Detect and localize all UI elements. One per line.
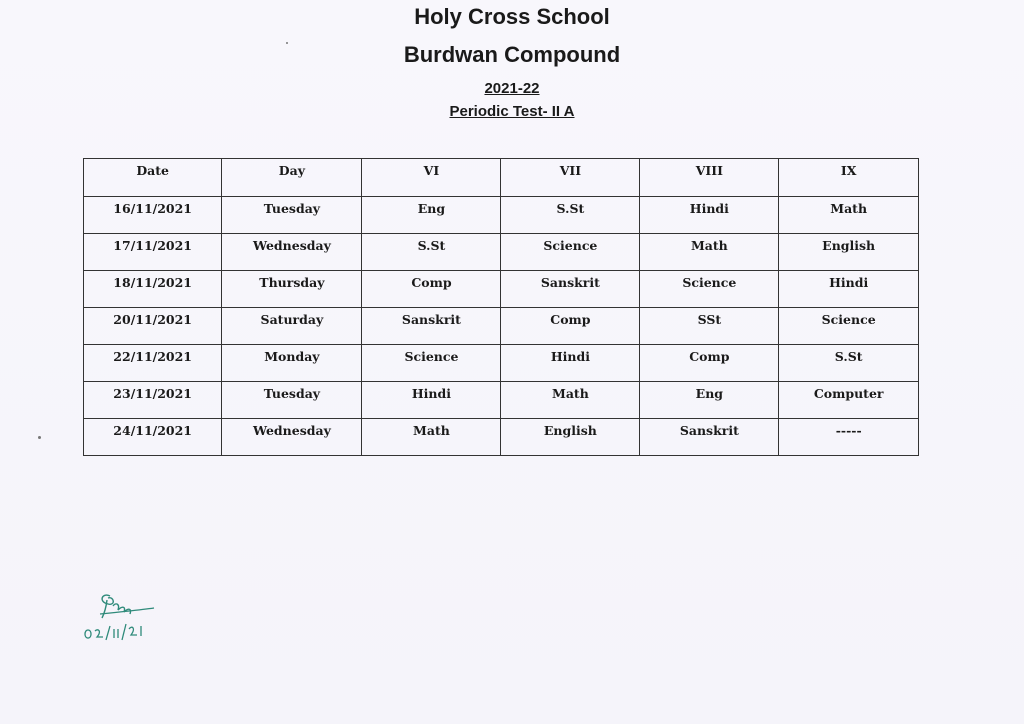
column-header: IX: [779, 159, 919, 197]
subject-cell-vii: Sanskrit: [501, 271, 640, 308]
subject-cell-ix: Computer: [779, 382, 919, 419]
column-header: VII: [501, 159, 640, 197]
paper-speck: [286, 42, 288, 44]
subject-cell-vii: S.St: [501, 197, 640, 234]
subject-cell-viii: Comp: [640, 345, 779, 382]
date-cell: 17/11/2021: [84, 234, 222, 271]
subject-cell-viii: Eng: [640, 382, 779, 419]
subject-cell-viii: Math: [640, 234, 779, 271]
table-row: [84, 197, 919, 234]
day-cell: Saturday: [222, 308, 362, 345]
table-row: [84, 345, 919, 382]
subject-cell-vi: Hindi: [362, 382, 501, 419]
subject-cell-viii: Hindi: [640, 197, 779, 234]
subject-cell-vii: Hindi: [501, 345, 640, 382]
session-year: 2021-22: [484, 80, 540, 97]
column-header: Day: [222, 159, 362, 197]
subject-cell-ix: Math: [779, 197, 919, 234]
subject-cell-vi: Science: [362, 345, 501, 382]
date-cell: 23/11/2021: [84, 382, 222, 419]
day-cell: Monday: [222, 345, 362, 382]
table-row: [84, 419, 919, 456]
column-header: VIII: [640, 159, 779, 197]
subject-cell-vii: Comp: [501, 308, 640, 345]
subject-cell-ix: S.St: [779, 345, 919, 382]
subject-cell-vi: Comp: [362, 271, 501, 308]
date-cell: 22/11/2021: [84, 345, 222, 382]
subject-cell-vii: English: [501, 419, 640, 456]
subject-cell-ix: Science: [779, 308, 919, 345]
day-cell: Wednesday: [222, 234, 362, 271]
subject-cell-viii: Science: [640, 271, 779, 308]
table-row: [84, 234, 919, 271]
subject-cell-vi: Sanskrit: [362, 308, 501, 345]
subject-cell-vii: Science: [501, 234, 640, 271]
day-cell: Thursday: [222, 271, 362, 308]
subject-cell-ix: English: [779, 234, 919, 271]
test-title: Periodic Test- II A: [449, 103, 575, 120]
table-row: [84, 382, 919, 419]
date-cell: 20/11/2021: [84, 308, 222, 345]
subject-cell-vi: S.St: [362, 234, 501, 271]
subject-cell-viii: SSt: [640, 308, 779, 345]
date-cell: 24/11/2021: [84, 419, 222, 456]
date-cell: 16/11/2021: [84, 197, 222, 234]
subject-cell-ix: Hindi: [779, 271, 919, 308]
table-row: [84, 271, 919, 308]
table-row: [84, 308, 919, 345]
paper-speck: [38, 436, 41, 439]
day-cell: Wednesday: [222, 419, 362, 456]
column-header: VI: [362, 159, 501, 197]
day-cell: Tuesday: [222, 382, 362, 419]
column-header: Date: [84, 159, 222, 197]
table-header-row: [84, 159, 919, 197]
date-cell: 18/11/2021: [84, 271, 222, 308]
subject-cell-vii: Math: [501, 382, 640, 419]
campus-name: Burdwan Compound: [403, 42, 621, 67]
school-name: Holy Cross School: [414, 4, 610, 29]
subject-cell-ix: -----: [779, 419, 919, 456]
day-cell: Tuesday: [222, 197, 362, 234]
exam-schedule-table: [83, 158, 919, 456]
subject-cell-vi: Math: [362, 419, 501, 456]
subject-cell-vi: Eng: [362, 197, 501, 234]
signature-mark: [80, 588, 170, 648]
subject-cell-viii: Sanskrit: [640, 419, 779, 456]
